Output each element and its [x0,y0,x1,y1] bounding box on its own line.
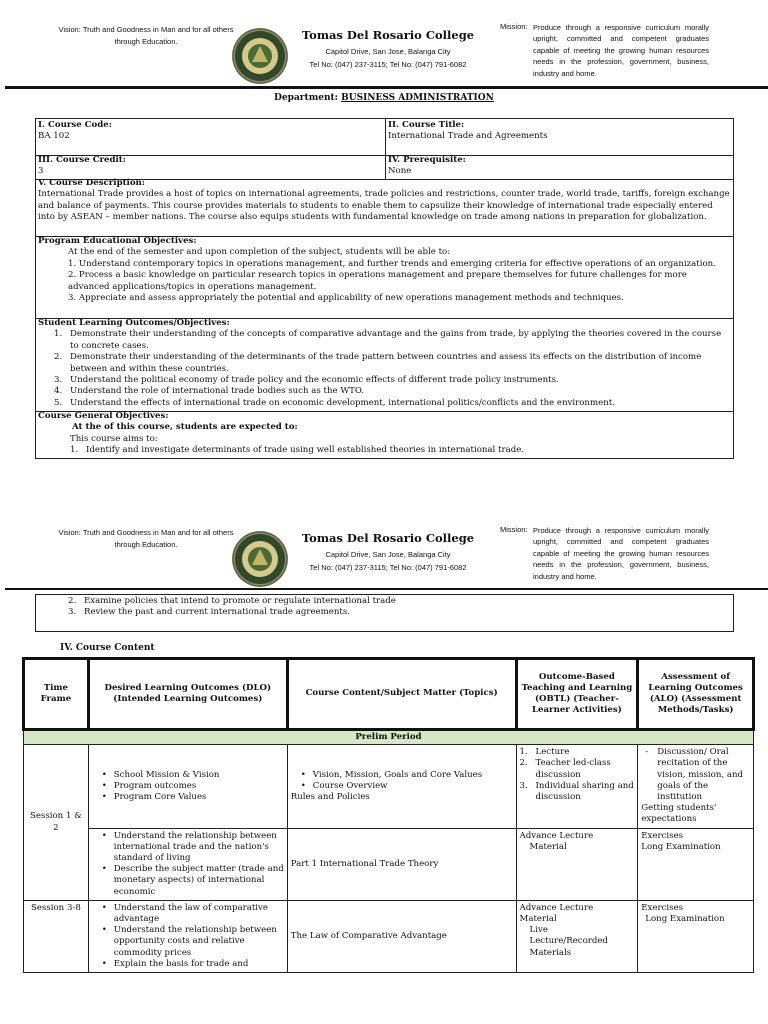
content-cell: Part 1 International Trade Theory [287,828,516,900]
college-info [288,531,488,572]
col-header-time-frame: Time Frame [24,659,89,730]
dlo-cell [88,900,287,972]
page-header-2 [0,525,768,595]
col-header-content: Course Content/Subject Matter (Topics) [287,659,516,730]
slo-item: 3. Understand the political economy of trade policy and the economic effects of different trade policy instruments. [54,375,559,386]
alo-extra: Getting students' expectations [641,803,717,825]
mission-label: Mission: [500,22,528,31]
col-header-obtl: Outcome-Based Teaching and Learning (OBTL) (Teacher-Learner Activities) [516,659,638,730]
table-row [24,828,754,900]
course-description-text: International Trade provides a host of topics on international agreements, trade policies and restrictions, counter trade, world trade, tariffs, foreign exchange and balance of payments. This course provides materials to students to enable them to capsulize their knowledge of international trade especially entered into by ASEAN – member nations. The course also equips students with fundamental knowledge on trade among nations in preparation for globalization. [38,189,730,223]
obtl-cell [516,745,638,828]
cgo-item: 3. Review the past and current international trade agreements. [68,607,350,618]
mission-statement: Produce through a responsive curriculum morally upright, committed and competent graduates capable of meeting the growing human resources needs in the profession, government, business, industry and home. [533,526,709,581]
peo-item: 2. Process a basic knowledge on particular research topics in operations management and prepare themselves for future challenges for more advanced applications/topics in operations management. [68,270,687,292]
list-item: • Program outcomes [102,781,284,792]
vision-statement: Vision: Truth and Goodness in Man and for all others through Education. [58,528,234,549]
alo-text: Discussion/ Oral recitation of the vision, mission, and goals of the institution [657,747,744,803]
department-name: BUSINESS ADMINISTRATION [341,93,494,103]
list-item: • School Mission & Vision [102,770,284,781]
cgo-item: 1. Identify and investigate determinants of trade using well established theories in international trade. [70,445,525,456]
list-item: • Vision, Mission, Goals and Core Values [301,770,513,781]
college-name: Tomas Del Rosario College [301,531,475,545]
list-item: 2. Teacher led-class discussion [519,758,611,780]
college-seal-logo [230,529,290,589]
alo-line: Exercises [641,902,684,913]
course-info-box [35,118,734,459]
col-header-alo: Assessment of Learning Outcomes (ALO) (Assessment Methods/Tasks) [638,659,754,730]
dlo-cell [88,745,287,828]
prerequisite-value: None [388,166,412,177]
list-item: 1. Lecture [519,747,570,758]
obtl-line: Materials [529,947,572,958]
alo-line: Long Examination [641,841,721,852]
obtl-line: Advance Lecture [519,830,594,841]
peo-intro: At the end of the semester and upon completion of the subject, students will be able to: [68,247,451,258]
college-address: Capitol Drive, San Jose, Balanga City [325,47,451,56]
content-cell [287,745,516,828]
slo-item: 1. Demonstrate their understanding of the concepts of comparative advantage and the gains from trade, by applying the theories covered in the course to concrete cases. [54,329,722,351]
peo-label: Program Educational Objectives: [38,236,197,246]
alo-line: Exercises [641,830,684,841]
course-code-label: I. Course Code: [38,120,112,130]
period-row [24,730,754,745]
alo-line: Long Examination [645,914,725,925]
col-header-dlo: Desired Learning Outcomes (DLO) (Intended Learning Outcomes) [88,659,287,730]
list-item: • Describe the subject matter (trade and monetary aspects) of international economic [102,864,284,898]
cgo-item: 2. Examine policies that intend to promote or regulate international trade [68,596,396,606]
cgo-continued-box [35,594,734,632]
alo-cell [638,745,754,828]
page-header [0,22,768,92]
session-cell: Session 3-8 [24,900,89,972]
alo-cell [638,828,754,900]
obtl-line: Live [529,925,548,936]
obtl-line: Advance Lecture [519,902,594,913]
course-credit-label: III. Course Credit: [38,155,126,165]
slo-label: Student Learning Outcomes/Objectives: [38,318,230,328]
content-extra: Rules and Policies [290,792,370,803]
college-address: Capitol Drive, San Jose, Balanga City [325,550,451,559]
cgo-subheading: At the of this course, students are expected to: [72,422,298,433]
session-cell: Session 1 & 2 [24,745,89,901]
course-title-value: International Trade and Agreements [388,131,548,142]
college-info [288,28,488,69]
table-row [24,745,754,828]
list-item: • Course Overview [301,781,513,792]
list-item: • Understand the relationship between international trade and the nation's standard of living [102,831,284,865]
cgo-aims: This course aims to: [70,433,158,444]
header-rule [5,588,768,590]
alo-dash: - [645,747,649,758]
table-header-row [24,659,754,730]
course-content-heading: IV. Course Content [60,643,155,653]
course-code-value: BA 102 [38,131,70,142]
peo-item: 1. Understand contemporary topics in operations management, and further trends and emerging criteria for effective operations of an organization. [68,258,716,269]
department-line [0,93,768,103]
dlo-cell [88,828,287,900]
content-cell: The Law of Comparative Advantage [287,900,516,972]
list-item: • Explain the basis for trade and [102,959,284,970]
college-name: Tomas Del Rosario College [301,28,475,42]
college-telephone: Tel No: (047) 237-3115; Tel No: (047) 791-6082 [309,60,467,69]
alo-cell [638,900,754,972]
slo-item: 4. Understand the role of international trade bodies such as the WTO. [54,386,365,397]
obtl-line: Material [519,914,557,925]
mission-label: Mission: [500,525,528,534]
slo-item: 2. Demonstrate their understanding of the determinants of the trade pattern between countries and assess its effects on the distribution of income between and within these countries. [54,352,702,374]
college-telephone: Tel No: (047) 237-3115; Tel No: (047) 791-6082 [309,563,467,572]
department-label: Department: [274,93,338,103]
obtl-line: Lecture/Recorded [529,936,608,947]
period-label: Prelim Period [24,730,754,745]
course-description-label: V. Course Description: [38,178,145,188]
slo-item: 5. Understand the effects of international trade on economic development, international politics/conflicts and the environment. [54,397,615,408]
obtl-line: Material [529,841,567,852]
list-item: 3. Individual sharing and discussion [519,780,634,803]
college-seal-logo [230,26,290,86]
vision-statement: Vision: Truth and Goodness in Man and for all others through Education. [58,25,234,46]
course-title-label: II. Course Title: [388,120,465,130]
obtl-cell [516,828,638,900]
obtl-cell [516,900,638,972]
course-credit-value: 3 [38,166,44,177]
cgo-label: Course General Objectives: [38,411,169,421]
prerequisite-label: IV. Prerequisite: [388,155,466,165]
list-item: • Understand the law of comparative advantage [102,903,284,925]
header-rule [5,86,768,89]
list-item: • Program Core Values [102,792,284,803]
mission-statement: Produce through a responsive curriculum morally upright, committed and competent graduates capable of meeting the growing human resources needs in the profession, government, business, industry and home. [533,23,709,78]
table-row [24,900,754,972]
course-content-table [22,657,755,973]
list-item: • Understand the relationship between opportunity costs and relative commodity prices [102,925,284,959]
peo-item: 3. Appreciate and assess appropriately the potential and applicability of new operations management methods and techniques. [68,293,624,304]
